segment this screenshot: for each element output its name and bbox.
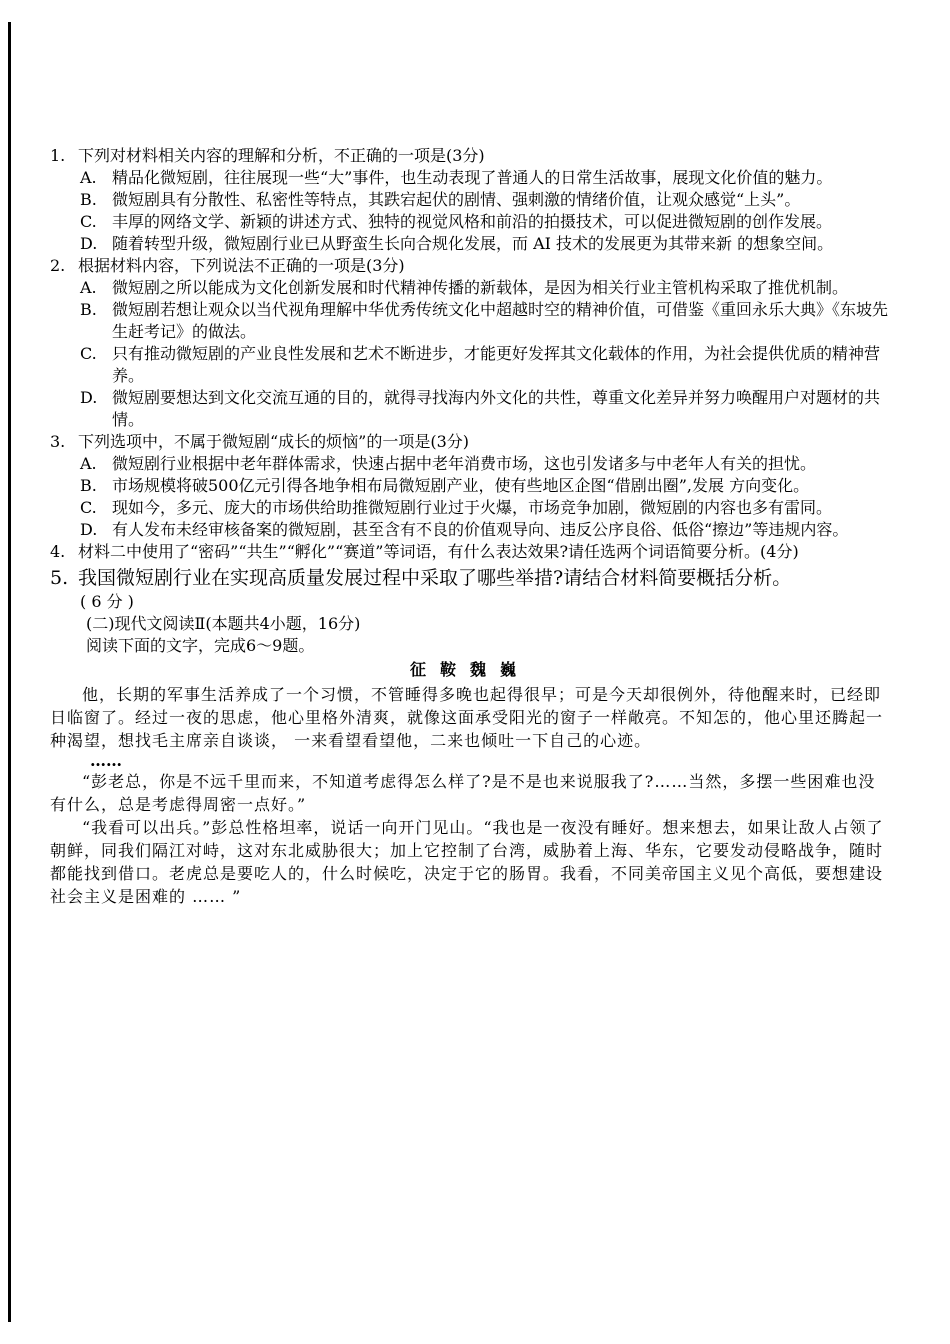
passage-paragraph-3: “我看可以出兵。”彭总性格坦率，说话一向开门见山。“我也是一夜没有睡好。想来想去，如果让敌人占领了朝鲜，同我们隔江对峙，这对东北威胁很大；加上它控制了台湾，威胁着上海、华东，它要发动侵略战争，随时都能找到借口。老虎总是要吃人的，什么时候吃，决定于它的肠胃。我看，不同美帝国主义见个高低，要想建设社会主义是困难的 …… ” bbox=[50, 818, 884, 906]
question-4: 4. 材料二中使用了“密码”“共生”“孵化”“赛道”等词语，有什么表达效果?请任选两个词语简要分析。(4分) bbox=[50, 542, 799, 561]
question-stem: 3. 下列选项中，不属于微短剧“成长的烦恼”的一项是(3分) bbox=[50, 432, 470, 451]
question-1 bbox=[50, 145, 890, 255]
option-a: A. 精品化微短剧，往往展现一些“大”事件，也生动表现了普通人的日常生活故事，展现文化价值的魅力。 bbox=[80, 168, 833, 187]
option-d: D. 随着转型升级，微短剧行业已从野蛮生长向合规化发展，而 AI 技术的发展更为其带来新 的想象空间。 bbox=[80, 234, 834, 253]
question-3 bbox=[50, 431, 890, 541]
option-a: A. 微短剧之所以能成为文化创新发展和时代精神传播的新载体，是因为相关行业主管机构采取了推优机制。 bbox=[80, 278, 849, 297]
option-b: B. 微短剧若想让观众以当代视角理解中华优秀传统文化中超越时空的精神价值，可借鉴《重回永乐大典》《东坡先生赶考记》的做法。 bbox=[80, 300, 889, 341]
ellipsis: …… bbox=[90, 751, 122, 770]
option-b: B. 市场规模将破500亿元引得各地争相布局微短剧产业，使有些地区企图“借剧出圈”,发展 方向变化。 bbox=[80, 476, 810, 495]
question-2 bbox=[50, 255, 890, 431]
question-5 bbox=[50, 565, 890, 613]
option-b: B. 微短剧具有分散性、私密性等特点，其跌宕起伏的剧情、强刺激的情绪价值，让观众感觉“上头”。 bbox=[80, 190, 801, 209]
question-5-score: ( 6 分 ) bbox=[80, 592, 134, 611]
question-stem: 1. 下列对材料相关内容的理解和分析，不正确的一项是(3分) bbox=[50, 146, 485, 165]
passage-paragraph-2: “彭老总，你是不远千里而来，不知道考虑得怎么样了?是不是也来说服我了?……当然，多摆一些困难也没有什么，总是考虑得周密一点好。” bbox=[50, 772, 876, 814]
section-heading: (二)现代文阅读Ⅱ(本题共4小题，16分) bbox=[86, 614, 361, 633]
question-5-stem: 5. 我国微短剧行业在实现高质量发展过程中采取了哪些举措?请结合材料简要概括分析。 bbox=[50, 567, 792, 589]
option-c: C. 丰厚的网络文学、新颖的讲述方式、独特的视觉风格和前沿的拍摄技术，可以促进微短剧的创作发展。 bbox=[80, 212, 833, 231]
passage-paragraph-1: 他，长期的军事生活养成了一个习惯，不管睡得多晚也起得很早；可是今天却很例外，待他醒来时，已经即日临窗了。经过一夜的思虑，他心里格外清爽，就像这面承受阳光的窗子一样敞亮。不知怎的，他心里还腾起一种渴望，想找毛主席亲自谈谈， 一来看望看望他，二来也倾吐一下自己的心迹。 bbox=[50, 685, 884, 750]
exam-page bbox=[50, 145, 890, 908]
passage-title: 征鞍魏巍 bbox=[409, 660, 530, 679]
option-c: C. 现如今，多元、庞大的市场供给助推微短剧行业过于火爆，市场竞争加剧，微短剧的内容也多有雷同。 bbox=[80, 498, 833, 517]
option-d: D. 微短剧要想达到文化交流互通的目的，就得寻找海内外文化的共性，尊重文化差异并努力唤醒用户对题材的共情。 bbox=[80, 388, 881, 429]
question-stem: 2. 根据材料内容，下列说法不正确的一项是(3分) bbox=[50, 256, 405, 275]
option-c: C. 只有推动微短剧的产业良性发展和艺术不断进步，才能更好发挥其文化载体的作用，为社会提供优质的精神营养。 bbox=[80, 344, 881, 385]
section-instruction: 阅读下面的文字，完成6～9题。 bbox=[86, 636, 315, 655]
option-d: D. 有人发布未经审核备案的微短剧，甚至含有不良的价值观导向、违反公序良俗、低俗“擦边”等违规内容。 bbox=[80, 520, 849, 539]
binding-margin-line bbox=[8, 22, 11, 1322]
option-a: A. 微短剧行业根据中老年群体需求，快速占据中老年消费市场，这也引发诸多与中老年人有关的担忧。 bbox=[80, 454, 817, 473]
